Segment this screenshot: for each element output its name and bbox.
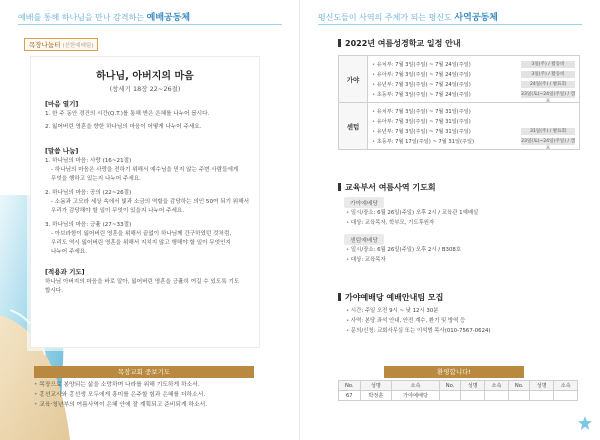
section-line: - 아브라함이 잃어버린 영혼을 위해서 끝없이 하나님께 간구하였던 것처럼, [51, 231, 232, 237]
schedule-row [372, 106, 575, 116]
column-header: 성명 [360, 381, 392, 391]
section-heading: [적용과 기도] [45, 268, 85, 276]
list-item: • 대상: 교육목자 [346, 255, 461, 265]
row-text: • 유년부: 7월 3일(주일) ~ 7월 31일(주일) [372, 128, 521, 135]
row-note: 3일(주) / 활동비 [521, 61, 575, 68]
section-line: 무엇을 행하고 있는지 나누어 주세요. [51, 176, 141, 182]
list-item: • 일시/장소: 6월 26일(주일) 오후 2시 / B308호 [346, 245, 461, 255]
left-header-intro: 예배를 통해 하나님을 만나 감격하는 [18, 13, 145, 22]
list-item: • 문의/신청: 교회사무실 또는 이석범 목사(010-7567-0624) [346, 326, 491, 336]
prayer-info-gaya [346, 208, 478, 228]
row-text: • 유년부: 7월 3일(주일) ~ 7월 24일(주일) [372, 81, 521, 88]
row-note: 3일(주) / 활동비 [521, 71, 575, 78]
schedule-row [372, 116, 575, 126]
table-cell: 가야예배당 [392, 391, 440, 401]
sermon-title: 하나님, 아버지의 마음 [96, 71, 194, 82]
section-line: 3. 하나님의 마음: 긍휼 (27~33절) [45, 222, 132, 228]
column-header: 소속 [554, 381, 578, 391]
section-line: 1. 하나님의 마음: 사랑 (16~21절) [45, 158, 132, 164]
list-item: • 사역: 본당 좌석 안내, 안전 계수, 환기 및 방역 등 [346, 316, 491, 326]
schedule-row [372, 79, 575, 89]
column-header: No. [339, 381, 361, 391]
section-line: 하나님 아버지의 마음을 바로 알아, 잃어버린 영혼을 긍휼히 여길 수 있도록 기도 [45, 279, 240, 285]
schedule-row [372, 59, 575, 69]
schedule-row [372, 69, 575, 79]
schedule-group [339, 56, 579, 103]
right-header [318, 10, 498, 23]
table-cell [439, 391, 461, 401]
page-spine [299, 0, 300, 440]
left-header-rule [18, 24, 282, 25]
sermon-card [30, 56, 260, 348]
row-note [521, 118, 575, 125]
venue-chip-centum: 센텀예배당 [344, 234, 384, 245]
venue-chip-gaya: 가야예배당 [344, 197, 384, 208]
column-header: 소속 [392, 381, 440, 391]
section-line: - 하나님의 마음은 사랑을 전하기 위해서 예수님을 믿지 않는 주변 사람들에게 [51, 167, 239, 173]
schedule-title: 2022년 여름성경학교 일정 안내 [338, 38, 461, 49]
column-header: 성명 [461, 381, 485, 391]
row-note: 31일(주) / 발표회 [521, 128, 575, 135]
prayer-meeting-title: 교육부서 여름사역 기도회 [338, 182, 436, 193]
prayer-news-title: 목장교회 중보기도 [34, 366, 254, 378]
column-tag-sub: (선한예배팀) [62, 43, 94, 49]
group-label: 가야 [339, 56, 368, 102]
schedule-group [339, 103, 579, 149]
right-header-intro: 평신도들이 사역의 주체가 되는 평신도 [318, 13, 452, 22]
column-header: 성명 [530, 381, 554, 391]
left-header-title: 예배공동체 [146, 13, 191, 23]
section-line: 1. 한 주 동안 경건의 시간(Q.T.)를 통해 받은 은혜를 나누어 봅시다. [45, 111, 210, 117]
schedule-row [372, 126, 575, 136]
prayer-news-list [34, 380, 264, 410]
section-line: 합시다. [45, 288, 63, 294]
row-text: • 유아부: 7월 3일(주일) ~ 7월 24일(주일) [372, 71, 521, 78]
table-cell [508, 391, 530, 401]
table-cell [530, 391, 554, 401]
starfish-icon [578, 416, 592, 430]
table-row [339, 391, 578, 401]
list-item: • 홍선교사와 홍선생 모두에게 흥미를 은주할 힘과 은혜를 더하소서. [34, 390, 264, 400]
right-header-title: 사역공동체 [454, 13, 498, 23]
right-header-rule [318, 24, 582, 25]
group-label: 센텀 [339, 103, 368, 149]
list-item: • 시간: 주일 오전 9시 ~ 낮 12시 30분 [346, 306, 491, 316]
row-note [521, 108, 575, 115]
table-header-row [339, 381, 578, 391]
table-cell: 67 [339, 391, 361, 401]
schedule-row [372, 136, 575, 151]
sermon-reference: (창세기 18장 22~26절) [109, 85, 181, 93]
list-item: • 목장으로 봉양되는 삶을 소망하며 나라를 위해 기도하게 하소서. [34, 380, 264, 390]
schedule-table [338, 55, 580, 150]
row-note: 24일(주) / 발표회 [521, 81, 575, 88]
list-item: • 일시/장소: 6월 26일(주일) 오후 2시 / 교육관 1예배실 [346, 208, 478, 218]
welcome-title: 환영합니다! [384, 366, 524, 378]
section-line: 2. 하나님의 마음: 공의 (22~26절) [45, 190, 132, 196]
column-header: No. [508, 381, 530, 391]
row-note: 23일(토)~24일(주일) / 캠프 [521, 138, 575, 151]
table-cell [485, 391, 509, 401]
section-line: - 소돔과 고모라 세상 속에서 빛과 소금의 역할을 감당하는 의인 50여 되기 위해서 [51, 199, 249, 205]
section-heading: [말씀 나눔] [45, 147, 79, 155]
section-line: 우리가 감당해야 할 일이 무엇이 있을지 나누어 주세요. [51, 208, 185, 214]
row-note: 23일(토)~24일(주일) / 캠프 [521, 91, 575, 104]
column-header: No. [439, 381, 461, 391]
list-item: • 대상: 교육목자, 학부모, 기도후원자 [346, 218, 478, 228]
row-text: • 초등부: 7월 3일(주일) ~ 7월 24일(주일) [372, 91, 521, 98]
list-item: • 교육·청년부의 여름사역이 은혜 안에 잘 계획되고 준비되게 하소서. [34, 400, 264, 410]
section-line: 우리도 역시 잃어버린 영혼을 위해서 지치지 않고 행해야 할 일이 무엇인지 [51, 240, 231, 246]
section-line: 2. 잃어버린 영혼을 향한 하나님의 마음이 어떻게 나누어 주세요. [45, 124, 202, 130]
table-cell [554, 391, 578, 401]
section-line: 나누어 주세요. [51, 249, 87, 255]
row-text: • 유아부: 7월 3일(주일) ~ 7월 31일(주일) [372, 118, 521, 125]
column-tag [24, 38, 98, 51]
table-cell: 박정훈 [360, 391, 392, 401]
table-cell [461, 391, 485, 401]
row-text: • 유치부: 7월 3일(주일) ~ 7월 24일(주일) [372, 61, 521, 68]
prayer-info-centum [346, 245, 461, 265]
column-header: 소속 [485, 381, 509, 391]
recruit-info [346, 306, 491, 336]
schedule-row [372, 89, 575, 104]
section-heading: [마음 열기] [45, 100, 79, 108]
column-tag-label: 목장나눔터 [29, 41, 61, 49]
recruit-title: 가야예배당 예배안내팀 모집 [338, 292, 443, 303]
left-header [18, 10, 190, 23]
row-text: • 초등부: 7월 17일(주일) ~ 7월 31일(주일) [372, 138, 521, 145]
row-text: • 유치부: 7월 3일(주일) ~ 7월 31일(주일) [372, 108, 521, 115]
welcome-table [338, 380, 578, 401]
